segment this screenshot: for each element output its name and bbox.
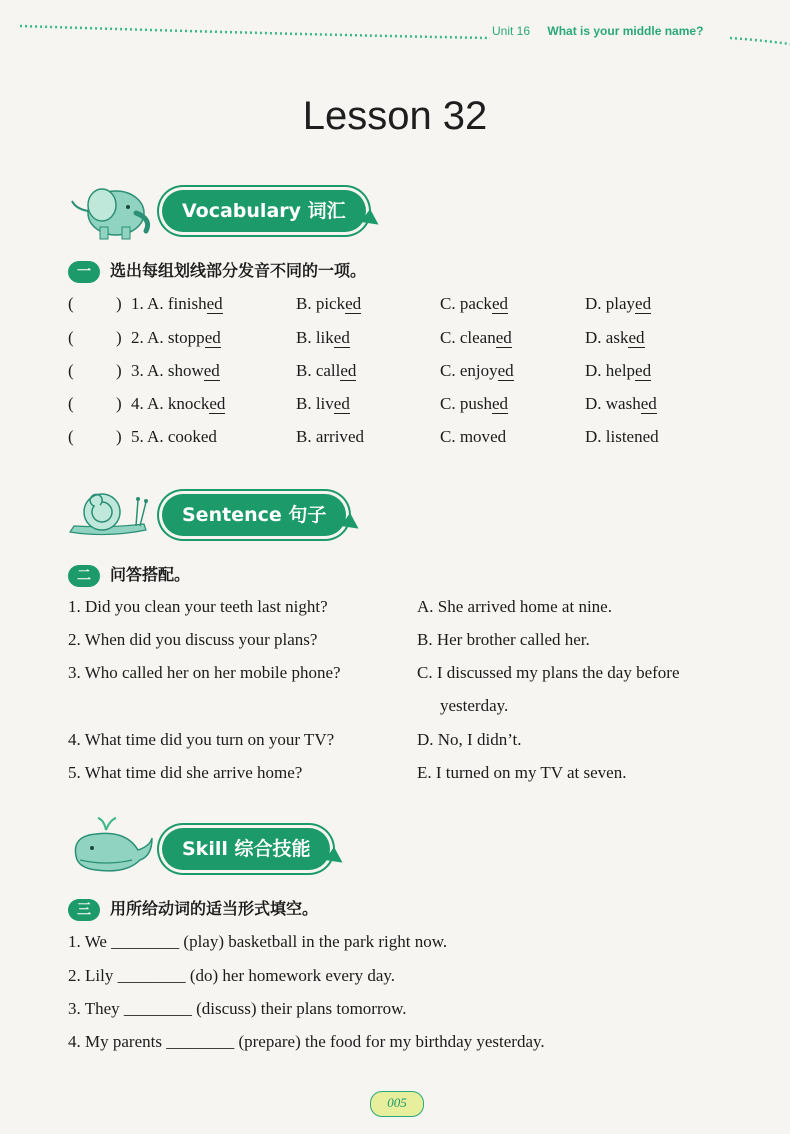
- option-a-underline: ed: [203, 361, 220, 380]
- sentence-instruction: [68, 562, 190, 587]
- skill-instruction: [68, 896, 318, 921]
- vocabulary-instruction: [68, 258, 366, 283]
- option-c: C. pack: [440, 294, 492, 313]
- option-b: B. pick: [296, 294, 346, 313]
- option-a: show: [167, 361, 204, 380]
- whale-icon: [66, 816, 154, 878]
- answer-c: C. I discussed my plans the day before: [417, 663, 680, 682]
- item-number: 3. A.: [131, 361, 164, 380]
- option-d-underline: ed: [642, 427, 659, 446]
- option-d-underline: ed: [628, 328, 645, 347]
- answer-paren-close[interactable]: ): [116, 427, 122, 446]
- option-a: finish: [167, 294, 207, 313]
- option-d-underline: ed: [635, 361, 652, 380]
- option-a-underline: ed: [200, 427, 217, 446]
- vocabulary-instruction-text: 选出每组划线部分发音不同的一项。: [110, 261, 367, 280]
- option-d-underline: ed: [640, 394, 657, 413]
- option-b-underline: ed: [333, 328, 350, 347]
- option-c: C. enjoy: [440, 361, 498, 380]
- option-d: D. help: [585, 361, 636, 380]
- fill-item-1[interactable]: 1. We ________ (play) basketball in the park right now.: [68, 932, 448, 951]
- skill-instruction-text: 用所给动词的适当形式填空。: [110, 899, 319, 918]
- section-badge-2: 二: [68, 565, 100, 587]
- running-header: [492, 24, 703, 38]
- option-b: B. call: [296, 361, 341, 380]
- option-b-underline: ed: [345, 294, 362, 313]
- option-c: C. push: [440, 394, 492, 413]
- answer-paren-open: (: [68, 394, 74, 413]
- elephant-icon: [66, 183, 152, 241]
- sentence-instruction-text: 问答搭配。: [110, 565, 191, 584]
- option-d: D. ask: [585, 328, 629, 347]
- question-4: 4. What time did you turn on your TV?: [68, 730, 335, 749]
- option-c-underline: ed: [491, 294, 508, 313]
- answer-c-continuation: yesterday.: [440, 696, 509, 715]
- option-a-underline: ed: [206, 294, 223, 313]
- fill-item-4[interactable]: 4. My parents ________ (prepare) the food for my birthday yesterday.: [68, 1032, 545, 1051]
- option-c: C. mov: [440, 427, 491, 446]
- option-b: B. arriv: [296, 427, 348, 446]
- fill-item-3[interactable]: 3. They ________ (discuss) their plans tomorrow.: [68, 999, 407, 1018]
- option-c-underline: ed: [490, 427, 507, 446]
- answer-d: D. No, I didn’t.: [417, 730, 522, 749]
- option-b: B. lik: [296, 328, 334, 347]
- option-b-underline: ed: [333, 394, 350, 413]
- answer-paren-open: (: [68, 427, 74, 446]
- option-c-underline: ed: [497, 361, 514, 380]
- option-a: stopp: [167, 328, 205, 347]
- answer-paren-close[interactable]: ): [116, 394, 122, 413]
- option-c: C. clean: [440, 328, 496, 347]
- option-a-underline: ed: [204, 328, 221, 347]
- item-number: 2. A.: [131, 328, 164, 347]
- item-number: 4. A.: [131, 394, 164, 413]
- answer-e: E. I turned on my TV at seven.: [417, 763, 627, 782]
- answer-b: B. Her brother called her.: [417, 630, 590, 649]
- answer-paren-close[interactable]: ): [116, 294, 122, 313]
- question-2: 2. When did you discuss your plans?: [68, 630, 318, 649]
- option-d: D. listen: [585, 427, 643, 446]
- option-a: knock: [167, 394, 210, 413]
- fill-item-2[interactable]: 2. Lily ________ (do) her homework every day.: [68, 966, 396, 985]
- skill-banner: Skill 综合技能: [162, 828, 330, 870]
- option-c-underline: ed: [495, 328, 512, 347]
- question-5: 5. What time did she arrive home?: [68, 763, 303, 782]
- answer-paren-open: (: [68, 328, 74, 347]
- header-unit: Unit 16: [492, 24, 531, 38]
- answer-paren-open: (: [68, 361, 74, 380]
- answer-paren-open: (: [68, 294, 74, 313]
- option-a: cook: [167, 427, 201, 446]
- header-title: What is your middle name?: [547, 24, 704, 38]
- option-b-underline: ed: [340, 361, 357, 380]
- option-a-underline: ed: [209, 394, 226, 413]
- answer-paren-close[interactable]: ): [116, 328, 122, 347]
- option-d: D. play: [585, 294, 636, 313]
- answer-a: A. She arrived home at nine.: [417, 597, 612, 616]
- question-1: 1. Did you clean your teeth last night?: [68, 597, 328, 616]
- question-3: 3. Who called her on her mobile phone?: [68, 663, 341, 682]
- vocabulary-banner: Vocabulary 词汇: [162, 190, 366, 232]
- page-number: 005: [370, 1091, 424, 1117]
- option-b: B. liv: [296, 394, 334, 413]
- section-badge-1: 一: [68, 261, 100, 283]
- lesson-title: Lesson 32: [302, 94, 488, 138]
- option-d-underline: ed: [635, 294, 652, 313]
- answer-paren-close[interactable]: ): [116, 361, 122, 380]
- option-d: D. wash: [585, 394, 641, 413]
- section-badge-3: 三: [68, 899, 100, 921]
- sentence-banner: Sentence 句子: [162, 494, 346, 536]
- item-number: 1. A.: [131, 294, 164, 313]
- option-b-underline: ed: [347, 427, 364, 446]
- option-c-underline: ed: [491, 394, 509, 413]
- snail-icon: [66, 484, 150, 540]
- item-number: 5. A.: [131, 427, 164, 446]
